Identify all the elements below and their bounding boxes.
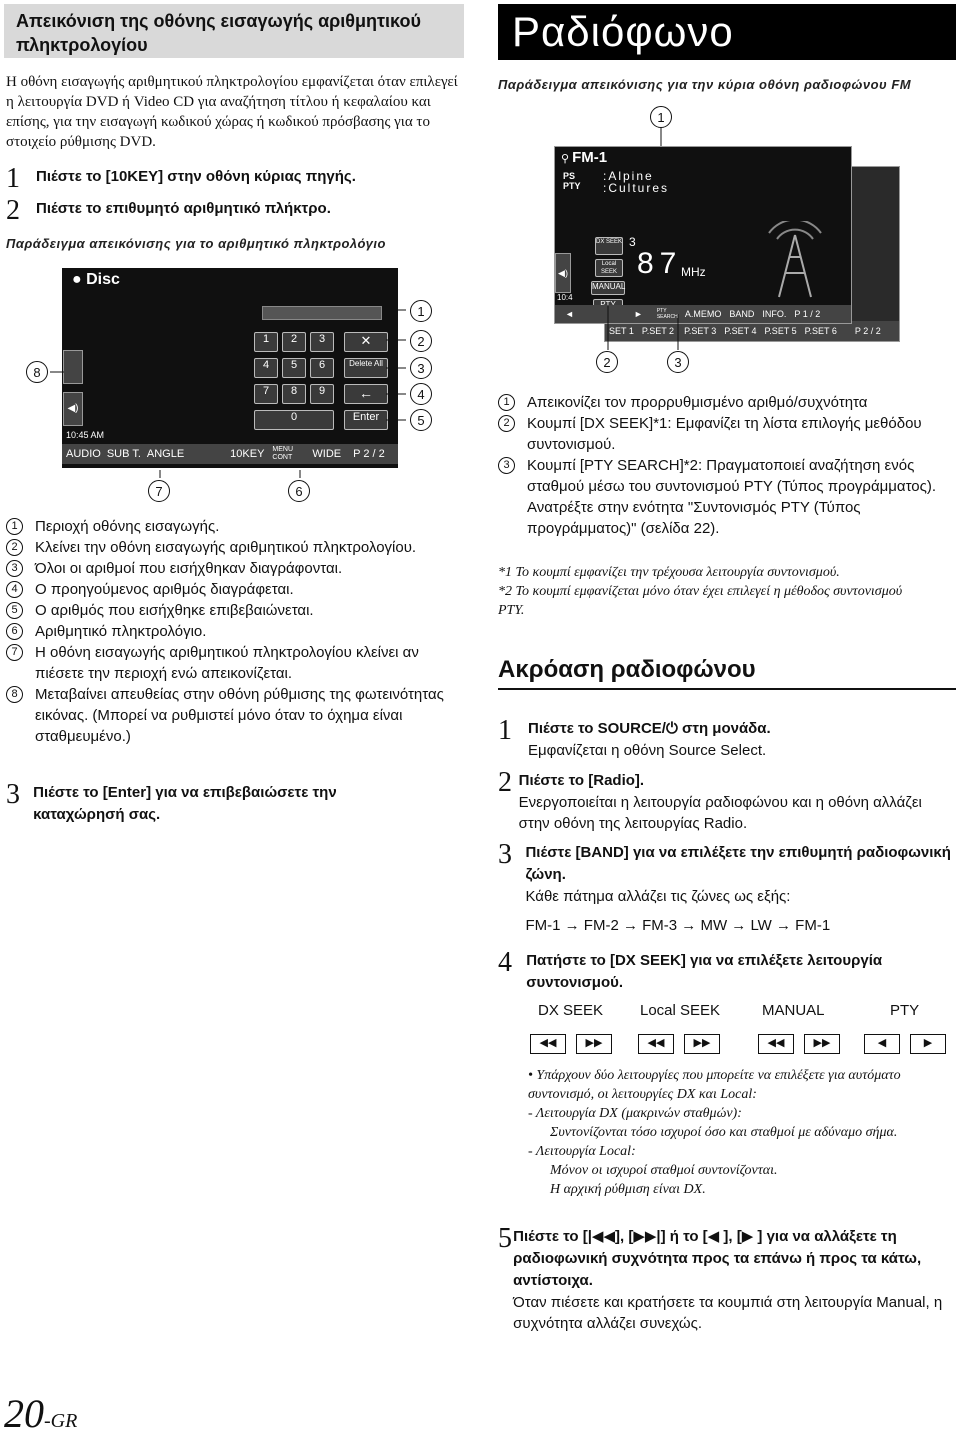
dx-seek-button[interactable]: DX SEEK: [595, 237, 623, 255]
subtitle-button[interactable]: SUB T.: [106, 448, 141, 460]
page-number-value: 20: [4, 1391, 44, 1436]
intro-paragraph: Η οθόνη εισαγωγής αριθμητικού πληκτρολογίου εμφανίζεται όταν επιλεγεί η λειτουργία DVD ή Video CD για αναζήτηση τίτλου ή κεφαλαίου και επίσης, για την εισαγωγή κωδικού χώρας ή κωδικού πρόσβασης για το στοιχείο ρύθμισης DVD.: [6, 74, 458, 150]
step-text: Πιέστε το [Enter] για να επιβεβαιώσετε την καταχώρησή σας.: [33, 784, 337, 823]
legend-item: [6, 600, 466, 621]
pty-value: :Cultures: [603, 181, 670, 195]
legend-item: [6, 621, 466, 642]
legend-number: 2: [6, 539, 23, 556]
legend-text: Ο αριθμός που εισήχθηκε επιβεβαιώνεται.: [35, 602, 314, 619]
preset-3[interactable]: P.SET 3: [684, 326, 717, 336]
seek-up-button[interactable]: ►: [633, 309, 643, 319]
seek-down-icon: ◀◀: [758, 1034, 794, 1054]
clock: 10:4: [557, 293, 573, 302]
radio-legend: [498, 392, 956, 539]
preset-1[interactable]: SET 1: [609, 326, 634, 336]
step-note: Όταν πιέσετε και κρατήσετε τα κουμπιά στη λειτουργία Manual, η συχνότητα αλλάζει συνεχώς.: [513, 1294, 943, 1332]
legend-text: Κουμπί [PTY SEARCH]*2: Πραγματοποιεί αναζήτηση ενός σταθμού μέσω του συντονισμού PTY (Τύπος προγράμματος). Ανατρέξτε στην ενότητα "Συντονισμός PTY (Τύπος προγράμματος)" (σελίδα 22).: [527, 457, 937, 537]
preset-4[interactable]: P.SET 4: [724, 326, 757, 336]
callout-lines: [0, 290, 470, 510]
note-line: - Λειτουργία Local:: [528, 1144, 636, 1159]
footnote-2: *2 Το κουμπί εμφανίζεται μόνο όταν έχει επιλεγεί η μέθοδος συντονισμού PTY.: [498, 584, 903, 618]
antenna-icon: ⚲: [561, 153, 573, 165]
seek-up-icon: ▶▶: [576, 1034, 612, 1054]
legend-item: [6, 558, 466, 579]
band-label: [561, 149, 607, 166]
a-memo-button[interactable]: A.MEMO: [684, 309, 722, 319]
callout-2: 2: [410, 330, 432, 352]
step-1: [6, 163, 466, 194]
backspace-button[interactable]: ←: [344, 384, 388, 404]
10key-button[interactable]: 10KEY: [230, 448, 265, 460]
note-line: Η αρχική ρύθμιση είναι DX.: [550, 1182, 706, 1197]
key-2[interactable]: 2: [282, 332, 306, 352]
callout-5: 5: [410, 409, 432, 431]
callout-3: 3: [410, 357, 432, 379]
key-8[interactable]: 8: [282, 384, 306, 404]
listening-heading: Ακρόαση ραδιοφώνου: [498, 656, 956, 690]
manual-button[interactable]: MANUAL: [591, 281, 625, 295]
speaker-icon: ◀): [67, 403, 79, 414]
legend-item: [498, 413, 956, 455]
enter-button[interactable]: Enter: [344, 410, 388, 430]
disc-title-text: Disc: [86, 271, 120, 288]
step-note: Ενεργοποιείται η λειτουργία ραδιοφώνου και η οθόνη αλλάζει στην οθόνη της λειτουργίας Radio.: [518, 794, 922, 832]
callout-1: 1: [410, 300, 432, 322]
preset-number: 3: [629, 235, 636, 249]
key-0[interactable]: 0: [254, 410, 334, 430]
step-number: 2: [498, 767, 512, 798]
step-down-icon: ◀: [864, 1034, 900, 1054]
ps-value: :Alpine: [603, 169, 654, 183]
legend-number: 3: [498, 457, 515, 474]
seek-down-icon: ◀◀: [530, 1034, 566, 1054]
speaker-icon: ◀): [558, 268, 568, 278]
legend-number: 5: [6, 602, 23, 619]
legend-item: [6, 516, 466, 537]
legend-item: [6, 537, 466, 558]
callout-4: 4: [410, 383, 432, 405]
volume-button[interactable]: [555, 253, 571, 293]
step-up-icon: ▶: [910, 1034, 946, 1054]
band-button[interactable]: BAND: [729, 309, 755, 319]
step-number: 5: [498, 1223, 512, 1254]
pty-label: PTY: [563, 181, 581, 191]
legend-item: [498, 455, 956, 539]
band-sequence: FM-1 → FM-2 → FM-3 → MW → LW → FM-1: [525, 917, 831, 934]
delete-all-button[interactable]: Delete All: [344, 358, 388, 378]
page-button[interactable]: P 1 / 2: [794, 309, 821, 319]
step-text: Πιέστε το SOURCE/⏻ στη μονάδα.: [528, 720, 771, 737]
radio-step-3: [498, 839, 956, 936]
info-button[interactable]: INFO.: [762, 309, 787, 319]
key-5[interactable]: 5: [282, 358, 306, 378]
disc-icon: ●: [72, 271, 82, 288]
band-value: FM-1: [572, 149, 608, 166]
step-3: [6, 779, 426, 826]
wide-button[interactable]: WIDE: [312, 448, 342, 460]
section-heading: Απεικόνιση της οθόνης εισαγωγής αριθμητικού πληκτρολογίου: [4, 4, 464, 58]
legend-number: 6: [6, 623, 23, 640]
footnote-1: *1 Το κουμπί εμφανίζει την τρέχουσα λειτουργία συντονισμού.: [498, 565, 840, 580]
frequency-unit: MHz: [681, 265, 706, 279]
note-line: Μόνον οι ισχυροί σταθμοί συντονίζονται.: [550, 1163, 778, 1178]
radio-callout-2: 2: [596, 351, 618, 373]
step-number: 1: [6, 163, 20, 194]
frequency-display: 87: [637, 247, 683, 280]
audio-button[interactable]: AUDIO: [66, 448, 101, 460]
legend-number: 1: [498, 394, 515, 411]
preset-2[interactable]: P.SET 2: [641, 326, 675, 336]
legend-text: Μεταβαίνει απευθείας στην οθόνη ρύθμισης της φωτεινότητας εικόνας. (Μπορεί να ρυθμιστεί μόνο όταν το όχημα είναι σταθμευμένο.): [35, 686, 444, 745]
key-4[interactable]: 4: [254, 358, 278, 378]
disc-title: [72, 271, 120, 289]
legend-item: [6, 642, 466, 684]
seek-down-button[interactable]: ◄: [565, 309, 574, 319]
key-3[interactable]: 3: [310, 332, 334, 352]
ps-label: PS: [563, 171, 576, 181]
legend-text: Ο προηγούμενος αριθμός διαγράφεται.: [35, 581, 294, 598]
legend-number: 1: [6, 518, 23, 535]
radio-callout-1: 1: [650, 106, 672, 128]
legend-number: 4: [6, 581, 23, 598]
step-text: Πιέστε το επιθυμητό αριθμητικό πλήκτρο.: [36, 200, 331, 217]
tuning-notes: [528, 1066, 956, 1199]
legend-text: Αριθμητικό πληκτρολόγιο.: [35, 623, 207, 640]
mode-manual: MANUAL: [762, 1002, 825, 1019]
pty-search-button[interactable]: PTY SEARCH: [656, 308, 678, 320]
legend-text: Η οθόνη εισαγωγής αριθμητικού πληκτρολογίου κλείνει αν πιέσετε την περιοχή ενώ απεικονίζεται.: [35, 644, 419, 682]
radio-step-4: [498, 947, 956, 994]
mode-local: Local SEEK: [640, 1002, 721, 1019]
key-9[interactable]: 9: [310, 384, 334, 404]
page-number: [4, 1391, 78, 1441]
local-seek-button[interactable]: Local SEEK: [595, 259, 623, 277]
key-6[interactable]: 6: [310, 358, 334, 378]
mode-button-icons: [530, 1034, 950, 1058]
mode-dx: DX SEEK: [538, 1002, 604, 1019]
step-2: [6, 195, 466, 226]
step-note: Κάθε πάτημα αλλάζει τις ζώνες ως εξής:: [525, 888, 791, 905]
radio-step-5: [498, 1223, 956, 1334]
figure-caption: Παράδειγμα απεικόνισης για το αριθμητικό πληκτρολόγιο: [6, 236, 386, 251]
seek-up-icon: ▶▶: [684, 1034, 720, 1054]
legend-text: Περιοχή οθόνης εισαγωγής.: [35, 518, 220, 535]
legend-text: Κουμπί [DX SEEK]*1: Εμφανίζει τη λίστα επιλογής μεθόδου συντονισμού.: [527, 415, 922, 453]
callout-8: 8: [26, 361, 48, 383]
key-7[interactable]: 7: [254, 384, 278, 404]
step-number: 2: [6, 195, 20, 226]
clock-ampm: AM: [90, 430, 105, 440]
seek-down-icon: ◀◀: [638, 1034, 674, 1054]
page-button[interactable]: P 2 / 2: [353, 448, 385, 460]
legend-item: [498, 392, 956, 413]
legend-number: 2: [498, 415, 515, 432]
step-text: Πιέστε το [|◀◀], [▶▶|] ή το [◀ ], [▶ ] για να αλλάξετε τη ραδιοφωνική συχνότητα προς τα επάνω ή προς τα κάτω, αντίστοιχα.: [513, 1228, 922, 1289]
callout-7: 7: [148, 480, 170, 502]
radio-screen-main: [554, 146, 852, 324]
mode-pty: PTY: [890, 1002, 920, 1019]
figure-caption-radio: Παράδειγμα απεικόνισης για την κύρια οθόνη ραδιοφώνου FM: [498, 77, 912, 92]
radio-callout-3: 3: [667, 351, 689, 373]
angle-button[interactable]: ANGLE: [146, 448, 185, 460]
key-1[interactable]: 1: [254, 332, 278, 352]
legend-text: Απεικονίζει τον προρρυθμισμένο αριθμό/συχνότητα: [527, 394, 868, 411]
legend-number: 8: [6, 686, 23, 703]
legend-item: [6, 579, 466, 600]
step-number: 4: [498, 947, 512, 978]
radio-title: Ραδιόφωνο: [498, 4, 956, 60]
legend-number: 7: [6, 644, 23, 661]
step-number: 1: [498, 715, 512, 746]
legend-text: Κλείνει την οθόνη εισαγωγής αριθμητικού πληκτρολογίου.: [35, 539, 417, 556]
page-button[interactable]: P 2 / 2: [854, 326, 881, 336]
seek-up-icon: ▶▶: [804, 1034, 840, 1054]
step-number: 3: [6, 779, 20, 810]
step-text: Πατήστε το [DX SEEK] για να επιλέξετε λειτουργία συντονισμού.: [526, 952, 883, 991]
keypad-legend: [6, 516, 466, 747]
note-line: • Υπάρχουν δύο λειτουργίες που μπορείτε να επιλέξετε για αυτόματο συντονισμό, οι λειτουργίες DX και Local:: [528, 1068, 901, 1102]
preset-5[interactable]: P.SET 5: [764, 326, 797, 336]
radio-step-2: [498, 767, 956, 834]
radio-step-1: [498, 715, 956, 761]
close-button[interactable]: ✕: [344, 332, 388, 352]
step-text: Πιέστε το [Radio].: [518, 772, 645, 789]
legend-item: [6, 684, 466, 747]
page-suffix: -GR: [44, 1410, 78, 1432]
step-note: Εμφανίζεται η οθόνη Source Select.: [528, 742, 767, 759]
legend-text: Όλοι οι αριθμοί που εισήχθηκαν διαγράφονται.: [35, 560, 343, 577]
callout-6: 6: [288, 480, 310, 502]
step-text: Πιέστε [BAND] για να επιλέξετε την επιθυμητή ραδιοφωνική ζώνη.: [525, 844, 951, 883]
antenna-tower-icon: [755, 221, 835, 301]
clock-time: 10:45: [66, 430, 89, 440]
note-line: Συντονίζονται τόσο ισχυροί όσο και σταθμοί με αδύναμο σήμα.: [550, 1125, 898, 1140]
note-line: - Λειτουργία DX (μακρινών σταθμών):: [528, 1106, 742, 1121]
step-number: 3: [498, 839, 512, 870]
legend-number: 3: [6, 560, 23, 577]
step-text: Πιέστε το [10KEY] στην οθόνη κύριας πηγής.: [36, 168, 356, 185]
menu-cont-button[interactable]: MENU CONT: [272, 446, 294, 461]
preset-6[interactable]: P.SET 6: [804, 326, 837, 336]
